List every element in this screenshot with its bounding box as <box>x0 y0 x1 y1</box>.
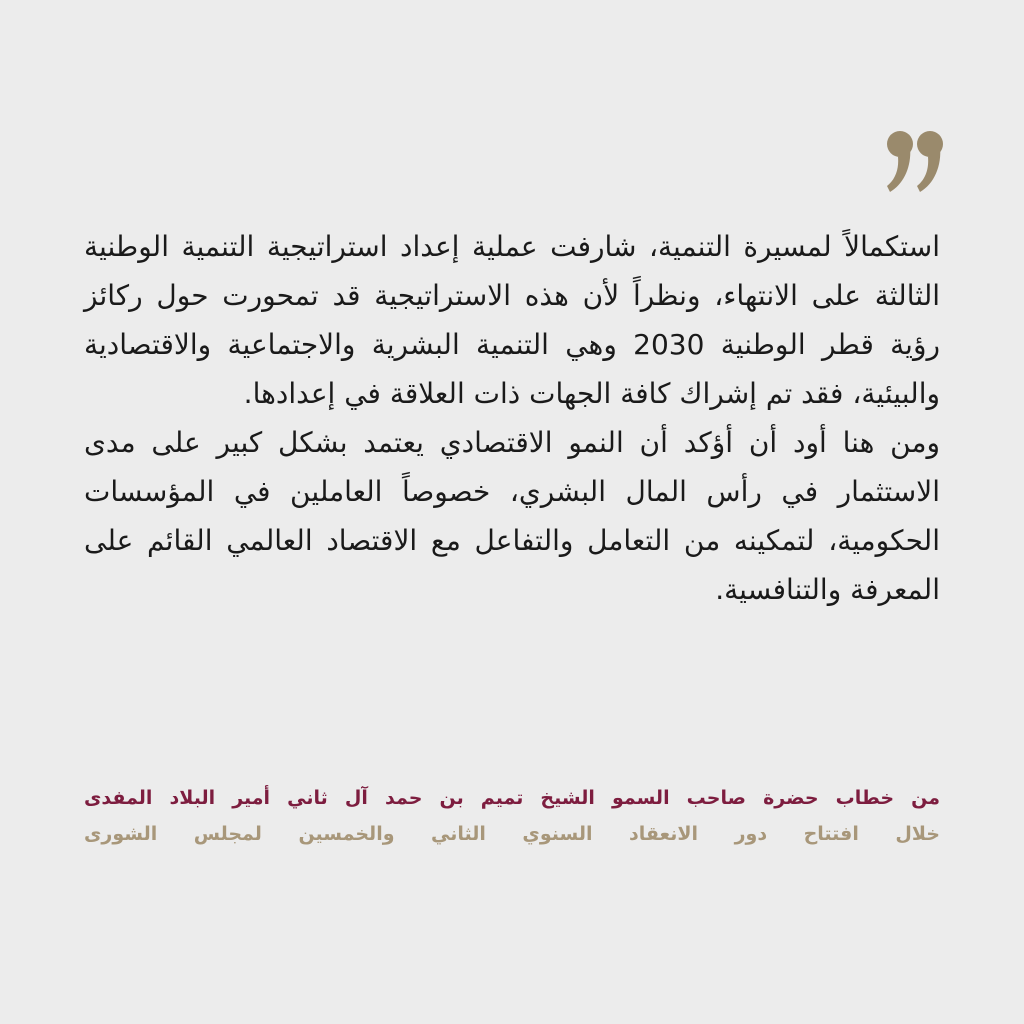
attribution-speaker: من خطاب حضرة صاحب السمو الشيخ تميم بن حمد آل ثاني أمير البلاد المفدى <box>84 787 940 809</box>
quote-body <box>84 222 940 614</box>
closing-quote-svg <box>884 128 944 198</box>
closing-quote-icon <box>884 128 944 198</box>
quote-paragraph-2: ومن هنا أود أن أؤكد أن النمو الاقتصادي يعتمد بشكل كبير على مدى الاستثمار في رأس المال البشري، خصوصاً العاملين في المؤسسات الحكومية، لتمكينه من التعامل والتفاعل مع الاقتصاد العالمي القائم على المعرفة والتنافسية. <box>84 426 940 606</box>
attribution <box>84 780 940 852</box>
quote-paragraph-1: استكمالاً لمسيرة التنمية، شارفت عملية إعداد استراتيجية التنمية الوطنية الثالثة على الانتهاء، ونظراً لأن هذه الاستراتيجية قد تمحورت حول ركائز رؤية قطر الوطنية 2030 وهي التنمية البشرية والاجتماعية والاقتصادية والبيئية، فقد تم إشراك كافة الجهات ذات العلاقة في إعدادها. <box>84 230 940 410</box>
attribution-occasion: خلال افتتاح دور الانعقاد السنوي الثاني والخمسين لمجلس الشورى <box>84 823 940 845</box>
